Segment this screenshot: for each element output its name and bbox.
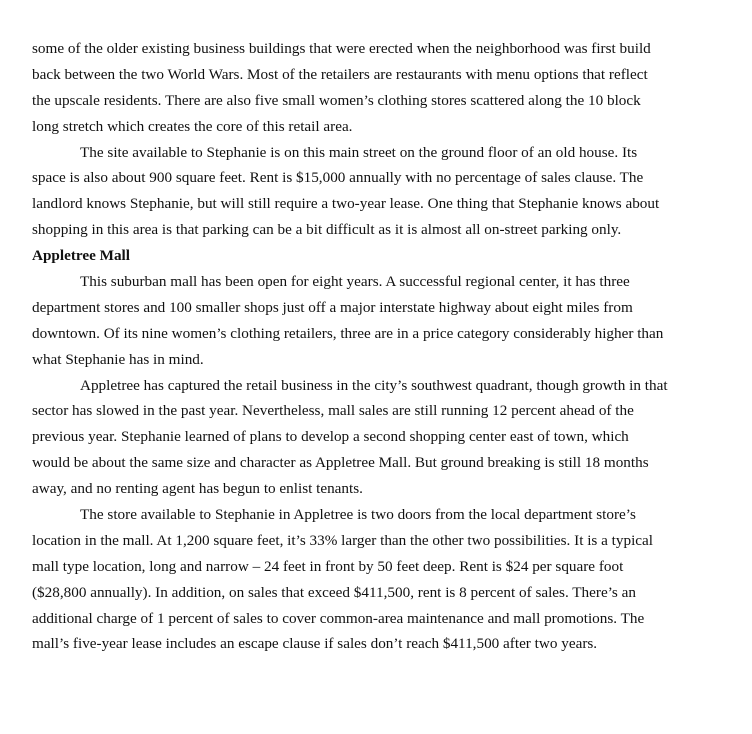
text-line: some of the older existing business buildings that were erected when the neighborhood was first build (32, 40, 651, 57)
text-line: additional charge of 1 percent of sales to cover common-area maintenance and mall promotions. The (32, 609, 645, 627)
text-line: would be about the same size and character as Appletree Mall. But ground breaking is still 18 months (32, 454, 649, 472)
text-line: Appletree has captured the retail business in the city’s southwest quadrant, though growth in that (80, 376, 668, 394)
text-line: the upscale residents. There are also five small women’s clothing stores scattered along the 10 block (32, 91, 641, 109)
text-line: back between the two World Wars. Most of the retailers are restaurants with menu options that reflect (32, 65, 648, 83)
text-line: mall type location, long and narrow – 24 feet in front by 50 feet deep. Rent is $24 per square foot (32, 557, 624, 575)
paragraph-main-street-site (32, 140, 704, 244)
text-line: long stretch which creates the core of this retail area. (32, 117, 353, 135)
text-line: previous year. Stephanie learned of plans to develop a second shopping center east of town, which (32, 428, 629, 446)
paragraph-mall-overview (32, 269, 704, 373)
text-line: away, and no renting agent has begun to enlist tenants. (32, 480, 363, 498)
document-page (32, 36, 704, 657)
text-line: The store available to Stephanie in Appletree is two doors from the local department store’s (80, 506, 636, 524)
text-line: The site available to Stephanie is on this main street on the ground floor of an old house. Its (80, 143, 638, 161)
text-line: sector has slowed in the past year. Nevertheless, mall sales are still running 12 percent ahead of the (32, 402, 634, 420)
text-line: mall’s five-year lease includes an escape clause if sales don’t reach $411,500 after two years. (32, 635, 598, 653)
text-line: space is also about 900 square feet. Rent is $15,000 annually with no percentage of sales clause. The (32, 169, 644, 187)
text-line: location in the mall. At 1,200 square feet, it’s 33% larger than the other two possibilities. It is a typical (32, 531, 654, 549)
text-line: This suburban mall has been open for eight years. A successful regional center, it has three (80, 273, 630, 291)
text-line: department stores and 100 smaller shops just off a major interstate highway about eight miles from (32, 298, 633, 316)
text-line: downtown. Of its nine women’s clothing retailers, three are in a price category considerably higher than (32, 324, 664, 342)
text-line: ($28,800 annually). In addition, on sales that exceed $411,500, rent is 8 percent of sales. There’s an (32, 583, 636, 601)
section-heading: Appletree Mall (32, 247, 130, 265)
text-line: what Stephanie has in mind. (32, 350, 204, 368)
paragraph-mall-growth (32, 373, 704, 502)
text-line: shopping in this area is that parking can be a bit difficult as it is almost all on-street parking only. (32, 221, 622, 239)
paragraph-neighborhood-description (32, 36, 704, 140)
text-line: landlord knows Stephanie, but will still require a two-year lease. One thing that Stephanie knows about (32, 195, 660, 213)
paragraph-mall-store-terms (32, 502, 704, 657)
